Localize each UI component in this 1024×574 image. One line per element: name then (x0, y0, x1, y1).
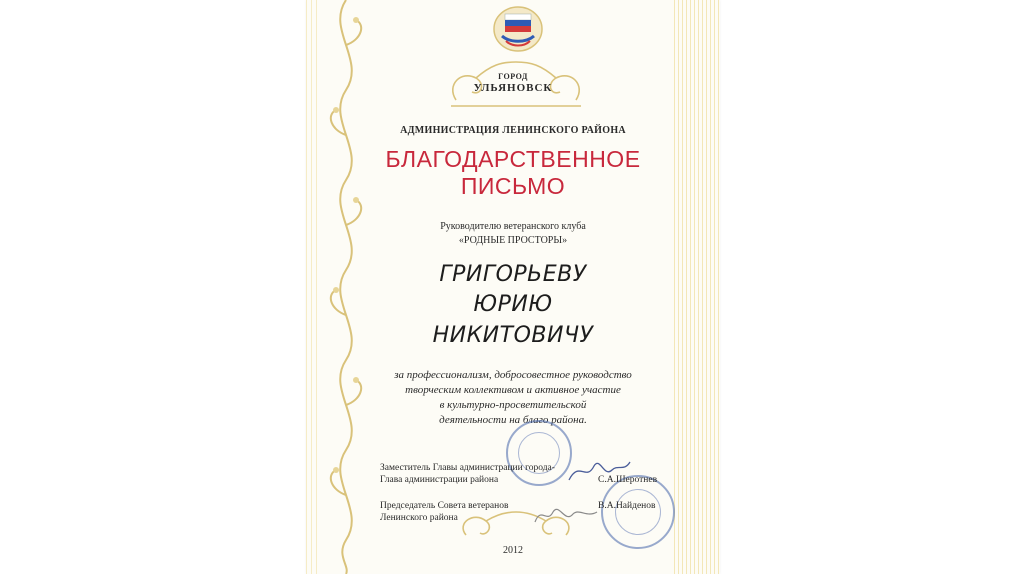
signatory-1-title-line-2: Глава администрации района (380, 475, 499, 485)
issuer: АДМИНИСТРАЦИЯ ЛЕНИНСКОГО РАЙОНА (400, 125, 626, 136)
recipient-role-line-2: «РОДНЫЕ ПРОСТОРЫ» (458, 235, 568, 246)
reason-line-1: за профессионализм, добросовестное руководство (394, 369, 632, 381)
reason-line-2: творческим коллективом и активное участие (405, 384, 621, 396)
signatory-2-title (380, 500, 508, 524)
city-name: УЛЬЯНОВСК (473, 82, 553, 94)
handwritten-signature-2 (531, 500, 601, 530)
signatory-1-title-line-1: Заместитель Главы администрации города- (380, 463, 555, 473)
title-line-2: ПИСЬМО (460, 173, 566, 199)
signatory-1-title (380, 462, 555, 486)
recipient-first-name: ЮРИЮ (473, 292, 553, 317)
reason-line-4: деятельности на благо района. (439, 414, 587, 426)
title-line-1: БЛАГОДАРСТВЕННОЕ (385, 146, 641, 172)
certificate-page (306, 0, 720, 574)
city-label: ГОРОД (498, 72, 528, 81)
signatory-2-name: В.А.Найденов (598, 501, 656, 511)
signatory-1-name: С.А.Шеротнев (598, 475, 658, 485)
reason-line-3: в культурно-просветительской (439, 399, 587, 411)
year: 2012 (503, 545, 523, 556)
recipient-patronymic: НИКИТОВИЧУ (432, 323, 594, 348)
signatory-2-title-line-2: Ленинского района (380, 513, 458, 523)
recipient-surname: ГРИГОРЬЕВУ (439, 262, 587, 287)
recipient-role-line-1: Руководителю ветеранского клуба (440, 221, 586, 232)
city-emblem-icon (492, 3, 544, 55)
signatory-2-title-line-1: Председатель Совета ветеранов (380, 501, 509, 511)
